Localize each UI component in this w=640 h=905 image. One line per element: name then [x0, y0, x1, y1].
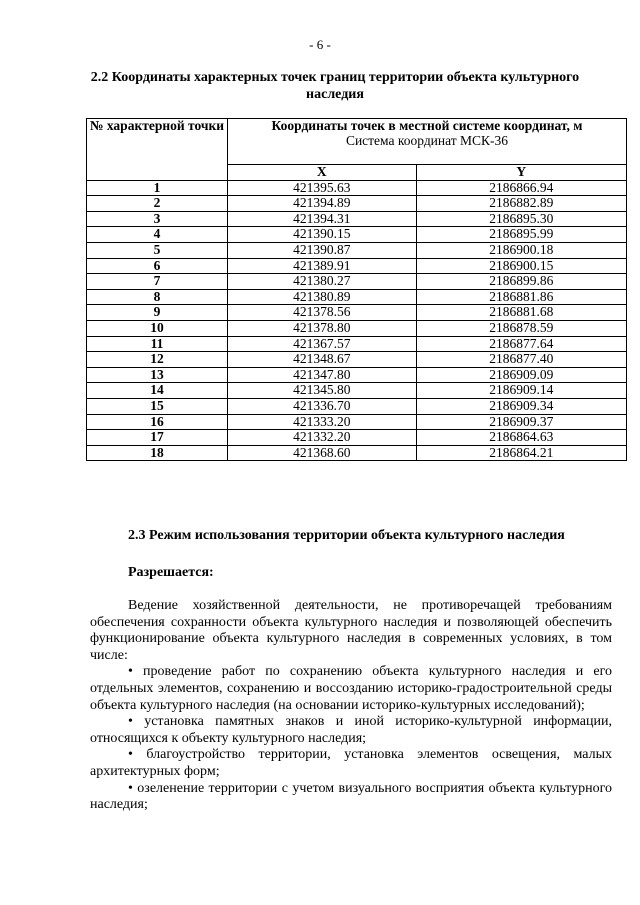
- coordinates-system-subtitle: Система координат МСК-36: [345, 132, 509, 148]
- x-coordinate-cell: 421390.15: [228, 227, 417, 243]
- y-coordinate-cell: 2186909.37: [416, 414, 626, 430]
- x-coordinate-cell: 421348.67: [228, 352, 417, 368]
- x-coordinate-cell: 421380.89: [228, 289, 417, 305]
- table-row: [87, 398, 627, 414]
- point-number-cell: 15: [87, 398, 228, 414]
- table-row: [87, 305, 627, 321]
- y-coordinate-cell: 2186899.86: [416, 274, 626, 290]
- y-coordinate-cell: 2186881.68: [416, 305, 626, 321]
- table-row: [87, 352, 627, 368]
- point-number-cell: 18: [87, 445, 228, 461]
- point-number-cell: 8: [87, 289, 228, 305]
- point-number-cell: 1: [87, 180, 228, 196]
- point-number-cell: 3: [87, 211, 228, 227]
- y-coordinate-cell: 2186895.99: [416, 227, 626, 243]
- table-row: [87, 289, 627, 305]
- y-coordinate-cell: 2186877.64: [416, 336, 626, 352]
- table-header-row: [87, 119, 627, 165]
- y-coordinate-cell: 2186881.86: [416, 289, 626, 305]
- table-row: [87, 336, 627, 352]
- x-coordinate-cell: 421368.60: [228, 445, 417, 461]
- col-point-number-header: № характерной точки: [87, 119, 228, 181]
- point-number-cell: 7: [87, 274, 228, 290]
- x-coordinate-cell: 421378.80: [228, 320, 417, 336]
- point-number-cell: 9: [87, 305, 228, 321]
- y-coordinate-cell: 2186877.40: [416, 352, 626, 368]
- col-coordinates-header: [228, 119, 627, 165]
- page-number: - 6 -: [309, 37, 331, 52]
- section-2-2-title: 2.2 Координаты характерных точек границ территории объекта культурного наследия: [90, 70, 580, 102]
- y-coordinate-cell: 2186878.59: [416, 320, 626, 336]
- y-coordinate-cell: 2186864.21: [416, 445, 626, 461]
- bullet-item: • озеленение территории с учетом визуального восприятия объекта культурного наследия;: [90, 780, 612, 813]
- table-row: [87, 320, 627, 336]
- y-coordinate-cell: 2186909.14: [416, 383, 626, 399]
- table-row: [87, 227, 627, 243]
- y-coordinate-cell: 2186864.63: [416, 430, 626, 446]
- point-number-cell: 10: [87, 320, 228, 336]
- table-row: [87, 211, 627, 227]
- point-number-cell: 11: [87, 336, 228, 352]
- point-number-cell: 6: [87, 258, 228, 274]
- y-coordinate-cell: 2186895.30: [416, 211, 626, 227]
- y-coordinate-cell: 2186882.89: [416, 196, 626, 212]
- point-number-cell: 5: [87, 242, 228, 258]
- table-row: [87, 414, 627, 430]
- paragraph-intro: Ведение хозяйственной деятельности, не противоречащей требованиям обеспечения сохранности объекта культурного наследия и позволяющей обеспечить функционирование объекта культурного наследия в современных условиях, в том числе:: [90, 598, 612, 663]
- section-2-3-title: 2.3 Режим использования территории объекта культурного наследия: [128, 528, 565, 543]
- x-coordinate-cell: 421333.20: [228, 414, 417, 430]
- table-row: [87, 196, 627, 212]
- usage-regime-text: [90, 598, 612, 814]
- x-coordinate-cell: 421395.63: [228, 180, 417, 196]
- table-row: [87, 258, 627, 274]
- x-coordinate-cell: 421367.57: [228, 336, 417, 352]
- x-coordinate-cell: 421394.31: [228, 211, 417, 227]
- point-number-cell: 12: [87, 352, 228, 368]
- x-coordinate-cell: 421380.27: [228, 274, 417, 290]
- y-coordinate-cell: 2186909.09: [416, 367, 626, 383]
- coordinates-header-title: Координаты точек в местной системе координат, м: [271, 118, 583, 133]
- x-coordinate-cell: 421336.70: [228, 398, 417, 414]
- point-number-cell: 17: [87, 430, 228, 446]
- table-row: [87, 445, 627, 461]
- x-coordinate-cell: 421389.91: [228, 258, 417, 274]
- x-coordinate-cell: 421378.56: [228, 305, 417, 321]
- y-coordinate-cell: 2186900.18: [416, 242, 626, 258]
- x-coordinate-cell: 421347.80: [228, 367, 417, 383]
- y-header: Y: [416, 165, 626, 181]
- point-number-cell: 13: [87, 367, 228, 383]
- point-number-cell: 14: [87, 383, 228, 399]
- bullet-item: • проведение работ по сохранению объекта культурного наследия и его отдельных элементов, сохранению и воссозданию историко-градостроительной среды объекта культурного наследия (на основании историко-культурных исследований);: [90, 664, 612, 713]
- x-coordinate-cell: 421394.89: [228, 196, 417, 212]
- x-coordinate-cell: 421390.87: [228, 242, 417, 258]
- bullet-item: • установка памятных знаков и иной историко-культурной информации, относящихся к объекту культурного наследия;: [90, 714, 612, 746]
- table-row: [87, 383, 627, 399]
- table-row: [87, 274, 627, 290]
- x-coordinate-cell: 421345.80: [228, 383, 417, 399]
- table-row: [87, 367, 627, 383]
- y-coordinate-cell: 2186900.15: [416, 258, 626, 274]
- table-body: [87, 180, 627, 461]
- x-coordinate-cell: 421332.20: [228, 430, 417, 446]
- point-number-cell: 4: [87, 227, 228, 243]
- y-coordinate-cell: 2186909.34: [416, 398, 626, 414]
- table-row: [87, 242, 627, 258]
- x-header: X: [228, 165, 417, 181]
- allowed-label: Разрешается:: [128, 565, 214, 580]
- table-row: [87, 430, 627, 446]
- coordinates-table: [86, 118, 627, 461]
- point-number-cell: 16: [87, 414, 228, 430]
- table-row: [87, 180, 627, 196]
- bullet-item: • благоустройство территории, установка элементов освещения, малых архитектурных форм;: [90, 747, 612, 779]
- point-number-cell: 2: [87, 196, 228, 212]
- y-coordinate-cell: 2186866.94: [416, 180, 626, 196]
